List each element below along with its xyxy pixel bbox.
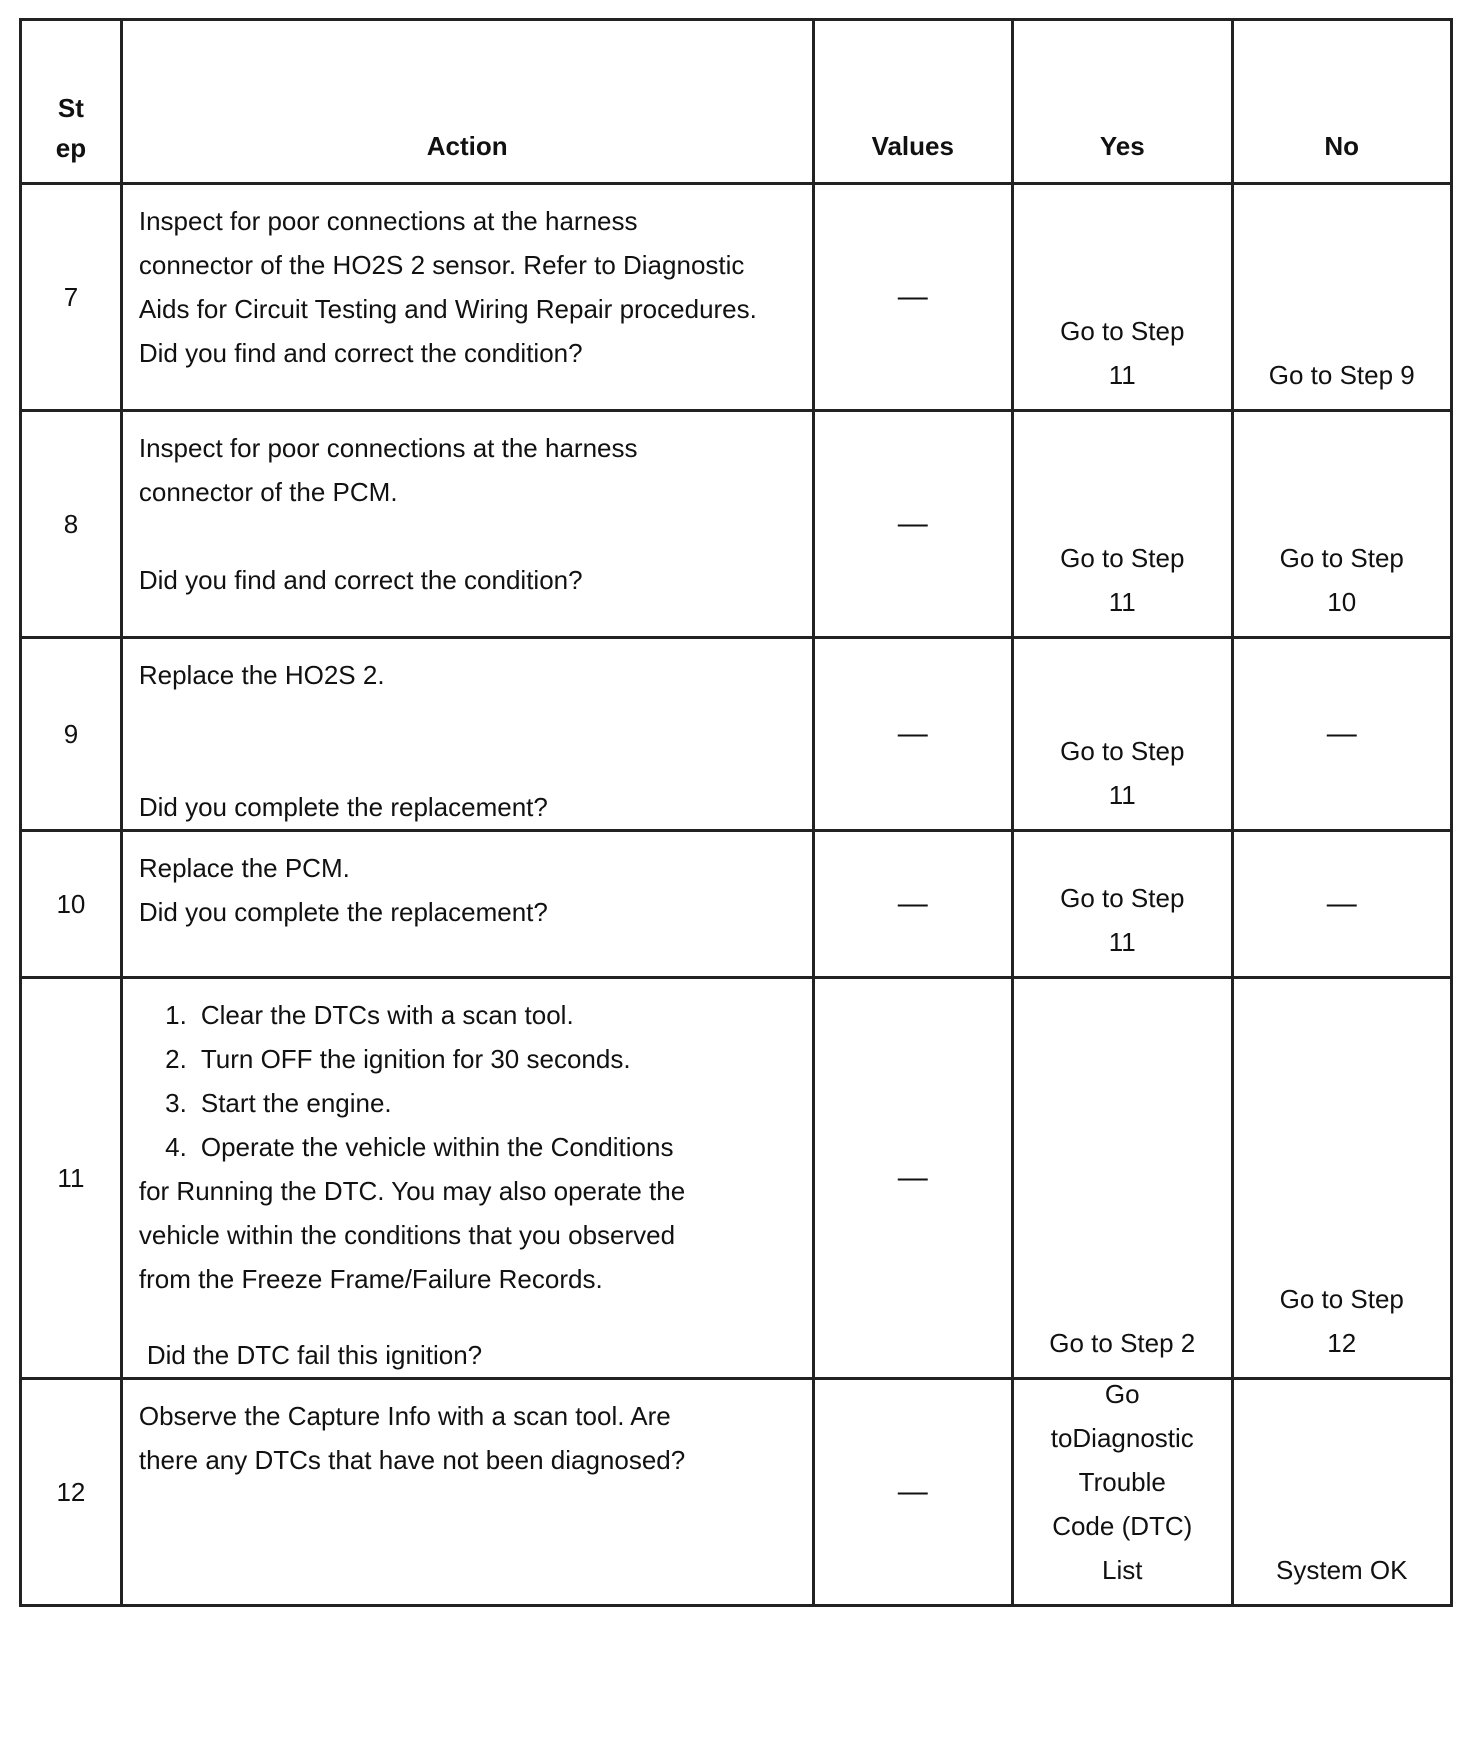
- values-cell: —: [813, 1379, 1013, 1606]
- step-number: 9: [21, 638, 122, 831]
- action-list: [139, 993, 796, 1169]
- yes-line: Go to Step: [1060, 543, 1185, 573]
- yes-line: 11: [1108, 780, 1136, 810]
- action-line: Replace the HO2S 2.: [138, 660, 385, 690]
- action-cell: [121, 411, 813, 638]
- action-cell: [121, 978, 813, 1379]
- values-cell: —: [813, 638, 1013, 831]
- no-line: System OK: [1276, 1555, 1408, 1585]
- action-line: Replace the PCM.: [138, 853, 350, 883]
- yes-line: 11: [1108, 927, 1136, 957]
- values-cell: —: [813, 184, 1013, 411]
- list-item: 3. Start the engine.: [165, 1088, 392, 1118]
- yes-line: toDiagnostic: [1050, 1423, 1194, 1453]
- no-cell: [1232, 978, 1452, 1379]
- action-line: connector of the PCM.: [138, 477, 398, 507]
- yes-line: 11: [1108, 587, 1136, 617]
- list-item: 2. Turn OFF the ignition for 30 seconds.: [165, 1044, 631, 1074]
- step-number: 8: [21, 411, 122, 638]
- action-line: Did you complete the replacement?: [138, 897, 548, 927]
- no-line: Go to Step: [1279, 543, 1404, 573]
- yes-line: Go to Step: [1060, 883, 1185, 913]
- table-row: [21, 411, 1452, 638]
- yes-line: Go to Step 2: [1049, 1328, 1196, 1358]
- step-number: 11: [21, 978, 122, 1379]
- action-line: there any DTCs that have not been diagnosed?: [138, 1445, 686, 1475]
- table-row: [21, 1379, 1452, 1606]
- yes-line: Go to Step: [1060, 736, 1185, 766]
- no-cell: —: [1232, 638, 1452, 831]
- action-cell: [121, 831, 813, 978]
- yes-cell: [1013, 978, 1232, 1379]
- action-line: Observe the Capture Info with a scan tool. Are: [138, 1401, 671, 1431]
- yes-line: Go to Step: [1060, 316, 1185, 346]
- yes-cell: [1013, 831, 1232, 978]
- header-step: [21, 20, 122, 184]
- action-line: Inspect for poor connections at the harness: [138, 433, 638, 463]
- no-cell: [1232, 1379, 1452, 1606]
- values-cell: —: [813, 831, 1013, 978]
- yes-line: 11: [1108, 360, 1136, 390]
- header-step-line1: St: [57, 93, 84, 123]
- action-cell: [121, 184, 813, 411]
- yes-line: Trouble: [1078, 1467, 1166, 1497]
- values-cell: —: [813, 411, 1013, 638]
- action-line: vehicle within the conditions that you observed: [138, 1220, 676, 1250]
- list-item: 1. Clear the DTCs with a scan tool.: [165, 1000, 574, 1030]
- no-line: Go to Step: [1279, 1284, 1404, 1314]
- action-line: connector of the HO2S 2 sensor. Refer to Diagnostic: [138, 250, 745, 280]
- step-number: 12: [21, 1379, 122, 1606]
- yes-line: Code (DTC): [1052, 1511, 1193, 1541]
- action-line: Did the DTC fail this ignition?: [146, 1340, 483, 1370]
- header-yes: Yes: [1013, 20, 1232, 184]
- step-number: 10: [21, 831, 122, 978]
- no-cell: [1232, 411, 1452, 638]
- action-line: Did you find and correct the condition?: [138, 565, 583, 595]
- header-action: Action: [121, 20, 813, 184]
- action-line: for Running the DTC. You may also operate the: [138, 1176, 686, 1206]
- action-line: Aids for Circuit Testing and Wiring Repair procedures.: [138, 294, 757, 324]
- table-row: [21, 184, 1452, 411]
- action-line: Did you find and correct the condition?: [138, 338, 583, 368]
- action-cell: [121, 1379, 813, 1606]
- table-row: [21, 638, 1452, 831]
- yes-cell: [1013, 638, 1232, 831]
- action-cell: [121, 638, 813, 831]
- step-number: 7: [21, 184, 122, 411]
- no-cell: —: [1232, 831, 1452, 978]
- header-row: [21, 20, 1452, 184]
- yes-line: Go: [1104, 1379, 1140, 1409]
- no-line: 12: [1327, 1328, 1357, 1358]
- action-line: Inspect for poor connections at the harness: [138, 206, 638, 236]
- header-values: Values: [813, 20, 1013, 184]
- action-line: from the Freeze Frame/Failure Records.: [138, 1264, 603, 1294]
- yes-cell: [1013, 184, 1232, 411]
- header-no: No: [1232, 20, 1452, 184]
- diagnostic-table: [19, 18, 1453, 1607]
- no-line: Go to Step 9: [1268, 360, 1415, 390]
- yes-cell: [1013, 411, 1232, 638]
- values-cell: —: [813, 978, 1013, 1379]
- list-item: 4. Operate the vehicle within the Conditions: [165, 1132, 674, 1162]
- yes-line: List: [1102, 1555, 1143, 1585]
- action-line: Did you complete the replacement?: [138, 792, 548, 822]
- no-line: 10: [1327, 587, 1357, 617]
- yes-cell: [1013, 1379, 1232, 1606]
- header-step-line2: ep: [55, 133, 87, 163]
- table-row: [21, 978, 1452, 1379]
- no-cell: [1232, 184, 1452, 411]
- table-row: [21, 831, 1452, 978]
